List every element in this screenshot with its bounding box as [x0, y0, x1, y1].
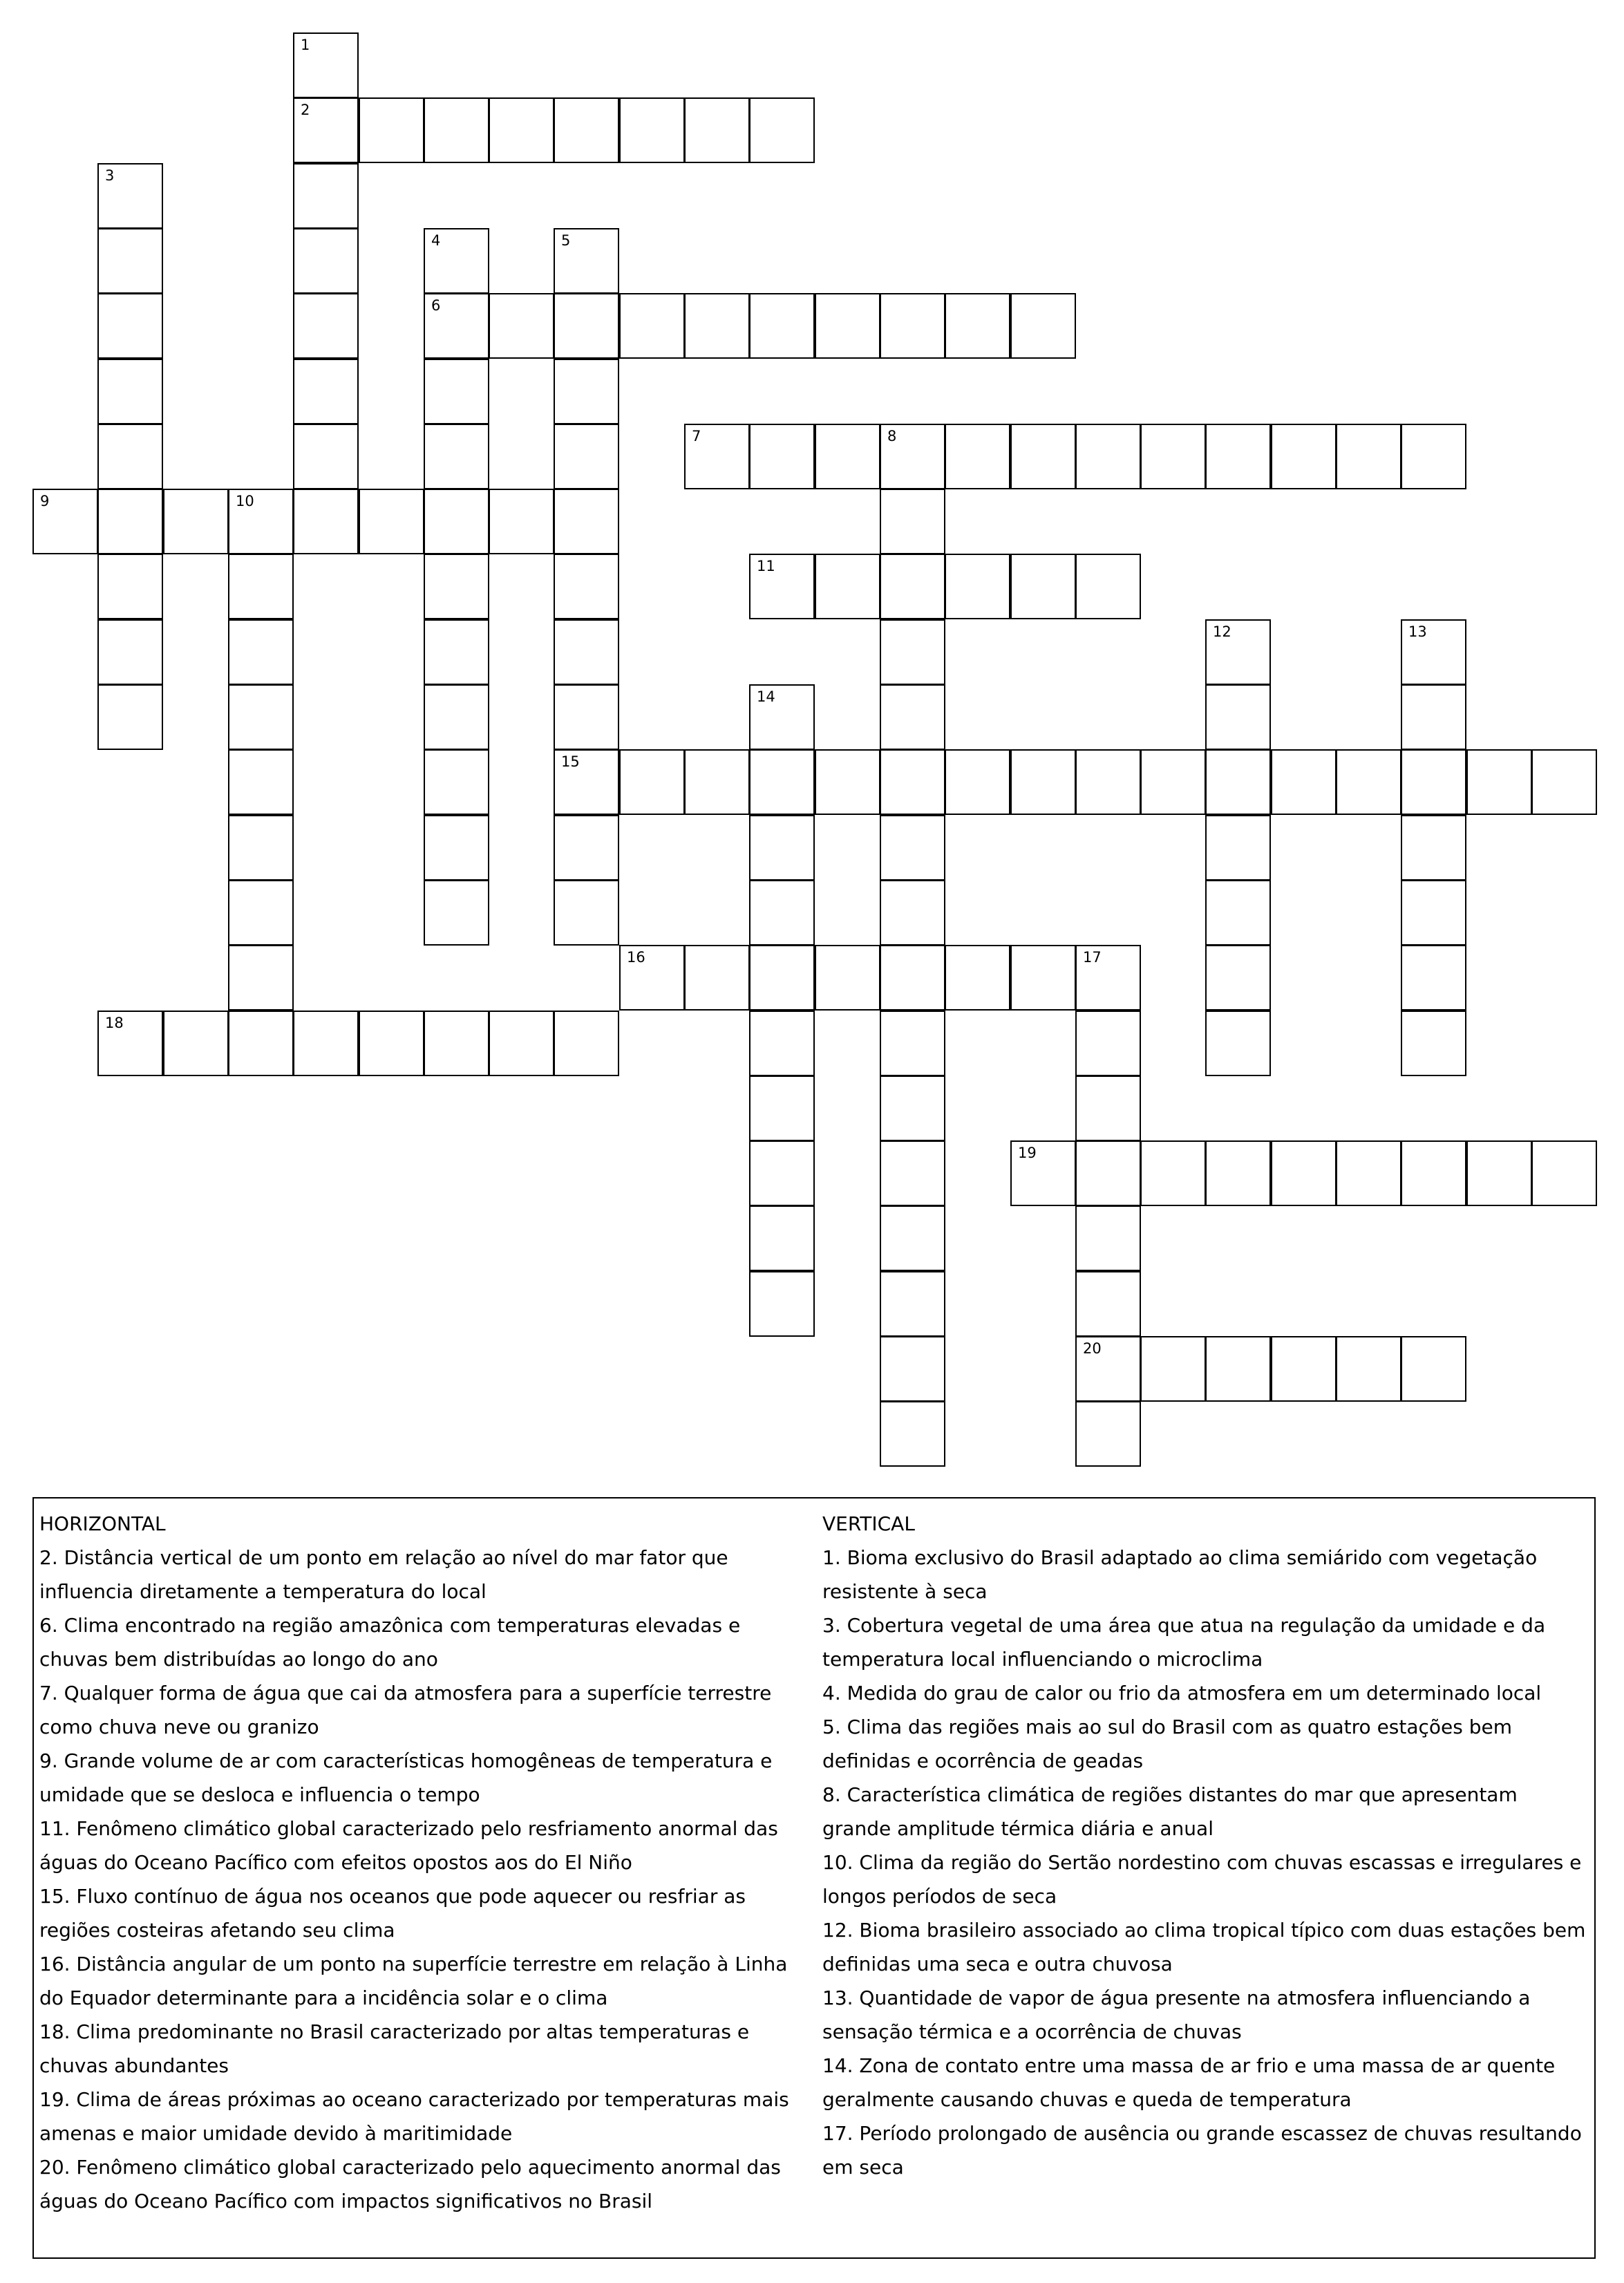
grid-cell[interactable] [945, 293, 1010, 359]
grid-cell[interactable] [1205, 815, 1271, 881]
grid-cell[interactable] [1140, 1140, 1206, 1206]
grid-cell[interactable] [945, 945, 1010, 1011]
grid-cell[interactable] [424, 619, 489, 685]
grid-cell[interactable] [554, 489, 619, 554]
grid-cell[interactable] [749, 945, 815, 1011]
grid-cell[interactable] [1075, 945, 1141, 1011]
grid-cell[interactable] [684, 945, 750, 1011]
grid-cell[interactable] [1010, 424, 1076, 489]
grid-cell[interactable] [228, 554, 294, 619]
grid-cell[interactable] [293, 163, 359, 229]
grid-cell[interactable] [1336, 1140, 1401, 1206]
grid-cell[interactable] [1205, 424, 1271, 489]
clue-number: 17 [1083, 949, 1102, 966]
grid-cell[interactable] [424, 228, 489, 294]
grid-cell[interactable] [1010, 749, 1076, 815]
grid-cell[interactable] [554, 880, 619, 946]
grid-cell[interactable] [1401, 945, 1466, 1011]
clue-down-12: 12. Bioma brasileiro associado ao clima tropical típico com duas estações bem definidas uma seca e outra chuvosa [822, 1919, 1586, 1975]
clue-down-10: 10. Clima da região do Sertão nordestino com chuvas escassas e irregulares e longos períodos de seca [822, 1851, 1582, 1908]
clue-number: 1 [301, 37, 310, 53]
grid-cell[interactable] [424, 1011, 489, 1076]
grid-cell[interactable] [1531, 1140, 1597, 1206]
grid-cell[interactable] [1205, 1011, 1271, 1076]
grid-cell[interactable] [228, 619, 294, 685]
vertical-clues [822, 1507, 1589, 2184]
grid-cell[interactable] [424, 293, 489, 359]
grid-cell[interactable] [97, 554, 163, 619]
grid-cell[interactable] [1205, 880, 1271, 946]
grid-cell[interactable] [293, 228, 359, 294]
grid-cell[interactable] [880, 749, 945, 815]
grid-cell[interactable] [97, 684, 163, 750]
grid-cell[interactable] [424, 359, 489, 424]
grid-cell[interactable] [1075, 1271, 1141, 1337]
grid-cell[interactable] [1075, 1401, 1141, 1467]
grid-cell[interactable] [1205, 619, 1271, 685]
grid-cell[interactable] [880, 1205, 945, 1271]
grid-cell[interactable] [815, 749, 880, 815]
grid-cell[interactable] [359, 489, 424, 554]
clue-across-20: 20. Fenômeno climático global caracterizado pelo aquecimento anormal das águas do Oceano Pacífico com impactos significativos no Brasil [39, 2156, 781, 2212]
grid-cell[interactable] [880, 1075, 945, 1141]
grid-cell[interactable] [97, 489, 163, 554]
clue-down-4: 4. Medida do grau de calor ou frio da atmosfera em um determinado local [822, 1682, 1542, 1704]
grid-cell[interactable] [619, 293, 685, 359]
grid-cell[interactable] [489, 97, 554, 163]
clue-number: 4 [431, 232, 441, 249]
grid-cell[interactable] [880, 684, 945, 750]
grid-cell[interactable] [1205, 1336, 1271, 1402]
clue-across-9: 9. Grande volume de ar com características homogêneas de temperatura e umidade que se desloca e influencia o tempo [39, 1749, 773, 1806]
grid-cell[interactable] [554, 228, 619, 294]
grid-cell[interactable] [554, 1011, 619, 1076]
clue-across-11: 11. Fenômeno climático global caracterizado pelo resfriamento anormal das águas do Oceano Pacífico com efeitos opostos aos do El Niño [39, 1817, 778, 1874]
grid-cell[interactable] [97, 293, 163, 359]
clue-across-6: 6. Clima encontrado na região amazônica com temperaturas elevadas e chuvas bem distribuídas ao longo do ano [39, 1614, 741, 1671]
grid-cell[interactable] [293, 359, 359, 424]
clue-down-17: 17. Período prolongado de ausência ou grande escassez de chuvas resultando em seca [822, 2122, 1582, 2179]
grid-cell[interactable] [880, 293, 945, 359]
grid-cell[interactable] [1205, 749, 1271, 815]
horizontal-heading: HORIZONTAL [39, 1512, 166, 1535]
clue-number: 6 [431, 297, 441, 314]
grid-cell[interactable] [228, 815, 294, 881]
grid-cell[interactable] [293, 1011, 359, 1076]
grid-cell[interactable] [424, 97, 489, 163]
grid-cell[interactable] [97, 228, 163, 294]
grid-cell[interactable] [1336, 424, 1401, 489]
clue-number: 19 [1018, 1145, 1037, 1161]
grid-cell[interactable] [815, 554, 880, 619]
clue-number: 12 [1213, 623, 1231, 640]
grid-cell[interactable] [880, 1336, 945, 1402]
grid-cell[interactable] [1401, 815, 1466, 881]
grid-cell[interactable] [32, 489, 98, 554]
grid-cell[interactable] [554, 97, 619, 163]
grid-cell[interactable] [554, 293, 619, 359]
grid-cell[interactable] [489, 489, 554, 554]
grid-cell[interactable] [293, 293, 359, 359]
grid-cell[interactable] [749, 1205, 815, 1271]
grid-cell[interactable] [619, 97, 685, 163]
grid-cell[interactable] [424, 684, 489, 750]
grid-cell[interactable] [880, 619, 945, 685]
grid-cell[interactable] [424, 424, 489, 489]
grid-cell[interactable] [880, 424, 945, 489]
grid-cell[interactable] [880, 945, 945, 1011]
grid-cell[interactable] [228, 749, 294, 815]
grid-cell[interactable] [684, 97, 750, 163]
grid-cell[interactable] [97, 359, 163, 424]
grid-cell[interactable] [1401, 749, 1466, 815]
clue-number: 2 [301, 102, 310, 118]
clue-number: 8 [887, 428, 897, 444]
vertical-heading: VERTICAL [822, 1512, 915, 1535]
grid-cell[interactable] [293, 32, 359, 98]
grid-cell[interactable] [1401, 1011, 1466, 1076]
grid-cell[interactable] [424, 554, 489, 619]
grid-cell[interactable] [749, 293, 815, 359]
grid-cell[interactable] [97, 424, 163, 489]
grid-cell[interactable] [1205, 945, 1271, 1011]
grid-cell[interactable] [1010, 945, 1076, 1011]
grid-cell[interactable] [1271, 424, 1337, 489]
grid-cell[interactable] [228, 489, 294, 554]
grid-cell[interactable] [424, 489, 489, 554]
clue-number: 15 [561, 753, 580, 770]
clue-down-5: 5. Clima das regiões mais ao sul do Brasil com as quatro estações bem definidas e ocorrência de geadas [822, 1716, 1513, 1772]
grid-cell[interactable] [880, 489, 945, 554]
grid-cell[interactable] [749, 880, 815, 946]
grid-cell[interactable] [554, 359, 619, 424]
grid-cell[interactable] [880, 1140, 945, 1206]
grid-cell[interactable] [1466, 1140, 1532, 1206]
grid-cell[interactable] [554, 554, 619, 619]
clue-number: 20 [1083, 1340, 1102, 1357]
grid-cell[interactable] [163, 489, 229, 554]
clue-across-19: 19. Clima de áreas próximas ao oceano caracterizado por temperaturas mais amenas e maior umidade devido à maritimidade [39, 2088, 789, 2145]
grid-cell[interactable] [945, 554, 1010, 619]
clues-box [32, 1497, 1596, 2259]
grid-cell[interactable] [1075, 749, 1141, 815]
grid-cell[interactable] [424, 749, 489, 815]
grid-cell[interactable] [554, 424, 619, 489]
clue-number: 3 [105, 167, 115, 184]
grid-cell[interactable] [684, 749, 750, 815]
grid-cell[interactable] [1271, 1140, 1337, 1206]
grid-cell[interactable] [489, 293, 554, 359]
clue-across-16: 16. Distância angular de um ponto na superfície terrestre em relação à Linha do Equador determinante para a incidência solar e o clima [39, 1953, 788, 2009]
clue-down-1: 1. Bioma exclusivo do Brasil adaptado ao clima semiárido com vegetação resistente à seca [822, 1546, 1538, 1603]
clue-number: 9 [40, 493, 50, 509]
grid-cell[interactable] [1075, 1336, 1141, 1402]
grid-cell[interactable] [619, 945, 685, 1011]
grid-cell[interactable] [97, 163, 163, 229]
clue-down-14: 14. Zona de contato entre uma massa de ar frio e uma massa de ar quente geralmente causando chuvas e queda de temperatura [822, 2054, 1556, 2111]
grid-cell[interactable] [1401, 684, 1466, 750]
grid-cell[interactable] [359, 1011, 424, 1076]
grid-cell[interactable] [880, 815, 945, 881]
clue-down-8: 8. Característica climática de regiões distantes do mar que apresentam grande amplitude térmica diária e anual [822, 1783, 1518, 1840]
grid-cell[interactable] [554, 684, 619, 750]
clue-number: 10 [236, 493, 254, 509]
grid-cell[interactable] [1140, 1336, 1206, 1402]
grid-cell[interactable] [880, 1401, 945, 1467]
grid-cell[interactable] [749, 1075, 815, 1141]
grid-cell[interactable] [554, 815, 619, 881]
grid-cell[interactable] [1140, 424, 1206, 489]
grid-cell[interactable] [1075, 424, 1141, 489]
grid-cell[interactable] [880, 554, 945, 619]
clue-number: 18 [105, 1015, 124, 1031]
grid-cell[interactable] [684, 424, 750, 489]
grid-cell[interactable] [163, 1011, 229, 1076]
grid-cell[interactable] [1401, 880, 1466, 946]
grid-cell[interactable] [749, 424, 815, 489]
grid-cell[interactable] [228, 880, 294, 946]
grid-cell[interactable] [359, 97, 424, 163]
grid-cell[interactable] [1010, 1140, 1076, 1206]
grid-cell[interactable] [424, 880, 489, 946]
grid-cell[interactable] [228, 1011, 294, 1076]
clue-number: 16 [627, 949, 645, 966]
grid-cell[interactable] [424, 815, 489, 881]
grid-cell[interactable] [554, 619, 619, 685]
grid-cell[interactable] [293, 424, 359, 489]
grid-cell[interactable] [489, 1011, 554, 1076]
grid-cell[interactable] [1075, 1075, 1141, 1141]
clue-down-3: 3. Cobertura vegetal de uma área que atua na regulação da umidade e da temperatura local influenciando o microclima [822, 1614, 1546, 1671]
grid-cell[interactable] [97, 619, 163, 685]
grid-cell[interactable] [749, 684, 815, 750]
grid-cell[interactable] [1336, 749, 1401, 815]
clue-across-2: 2. Distância vertical de um ponto em relação ao nível do mar fator que influencia diretamente a temperatura do local [39, 1546, 728, 1603]
grid-cell[interactable] [749, 554, 815, 619]
grid-cell[interactable] [1010, 554, 1076, 619]
grid-cell[interactable] [1271, 749, 1337, 815]
grid-cell[interactable] [1140, 749, 1206, 815]
grid-cell[interactable] [1205, 684, 1271, 750]
clue-across-18: 18. Clima predominante no Brasil caracterizado por altas temperaturas e chuvas abundantes [39, 2020, 750, 2077]
grid-cell[interactable] [1271, 1336, 1337, 1402]
grid-cell[interactable] [554, 749, 619, 815]
grid-cell[interactable] [880, 1271, 945, 1337]
clue-down-13: 13. Quantidade de vapor de água presente na atmosfera influenciando a sensação térmica e a ocorrência de chuvas [822, 1986, 1531, 2043]
grid-cell[interactable] [1075, 1011, 1141, 1076]
grid-cell[interactable] [880, 880, 945, 946]
grid-cell[interactable] [1010, 293, 1076, 359]
grid-cell[interactable] [749, 815, 815, 881]
grid-cell[interactable] [815, 424, 880, 489]
grid-cell[interactable] [228, 684, 294, 750]
clue-across-15: 15. Fluxo contínuo de água nos oceanos que pode aquecer ou resfriar as regiões costeiras afetando seu clima [39, 1885, 746, 1942]
grid-cell[interactable] [1401, 1336, 1466, 1402]
grid-cell[interactable] [1336, 1336, 1401, 1402]
grid-cell[interactable] [1531, 749, 1597, 815]
grid-cell[interactable] [1401, 1140, 1466, 1206]
grid-cell[interactable] [684, 293, 750, 359]
grid-cell[interactable] [880, 1011, 945, 1076]
grid-cell[interactable] [1401, 424, 1466, 489]
grid-cell[interactable] [228, 945, 294, 1011]
grid-cell[interactable] [749, 749, 815, 815]
clue-number: 13 [1408, 623, 1427, 640]
grid-cell[interactable] [1075, 554, 1141, 619]
clue-across-7: 7. Qualquer forma de água que cai da atmosfera para a superfície terrestre como chuva neve ou granizo [39, 1682, 772, 1738]
clue-number: 5 [561, 232, 571, 249]
grid-cell[interactable] [1401, 619, 1466, 685]
grid-cell[interactable] [1075, 1140, 1141, 1206]
grid-cell[interactable] [1075, 1205, 1141, 1271]
grid-cell[interactable] [749, 1140, 815, 1206]
grid-cell[interactable] [945, 424, 1010, 489]
grid-cell[interactable] [945, 749, 1010, 815]
horizontal-clues [39, 1507, 813, 2218]
grid-cell[interactable] [1466, 749, 1532, 815]
grid-cell[interactable] [815, 293, 880, 359]
clue-number: 11 [757, 558, 775, 574]
clue-number: 14 [757, 688, 775, 705]
grid-cell[interactable] [293, 489, 359, 554]
grid-cell[interactable] [1205, 1140, 1271, 1206]
grid-cell[interactable] [619, 749, 685, 815]
grid-cell[interactable] [749, 1011, 815, 1076]
grid-cell[interactable] [815, 945, 880, 1011]
grid-cell[interactable] [293, 97, 359, 163]
grid-cell[interactable] [97, 1011, 163, 1076]
grid-cell[interactable] [749, 97, 815, 163]
grid-cell[interactable] [749, 1271, 815, 1337]
clue-number: 7 [692, 428, 701, 444]
